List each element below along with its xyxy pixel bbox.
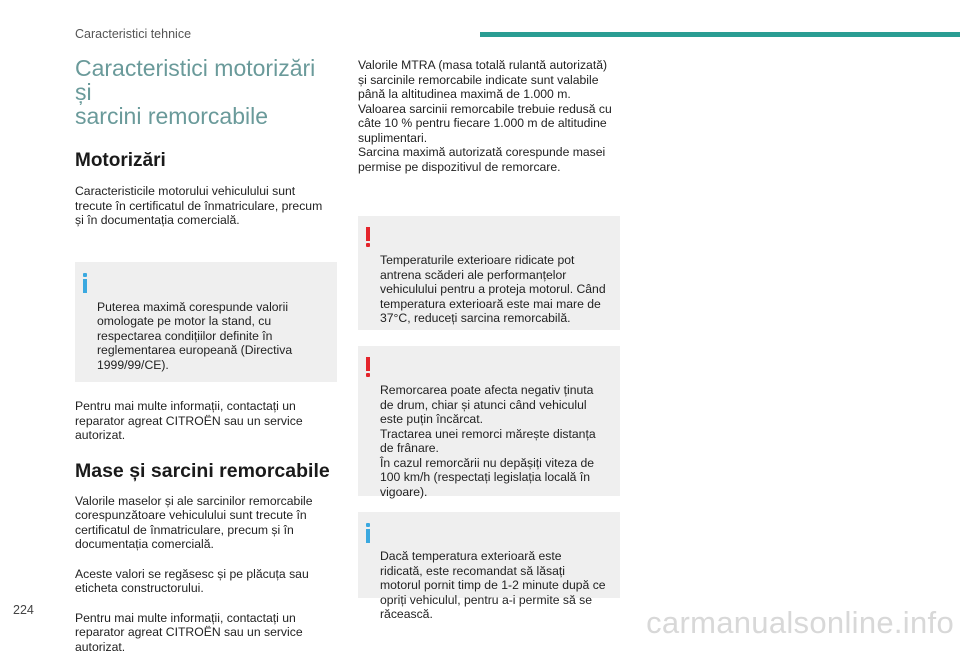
warning-note-towing-text: Remorcarea poate afecta negativ ținuta de drum, chiar și atunci când vehiculul este puțin încărcat. Tractarea unei remorci mărește distanța de frânare. În cazul remorcării nu depășiți viteza de 100 km/h (respectați legislația locală în vigoare). <box>380 383 596 499</box>
warning-note-temperature <box>358 216 620 330</box>
section-header: Caracteristici tehnice <box>75 27 191 41</box>
info-icon <box>82 273 90 293</box>
watermark: carmanualsonline.info <box>646 605 954 641</box>
info-note-cooling <box>358 512 620 598</box>
warning-note-towing <box>358 346 620 496</box>
mase-paragraph-2: Aceste valori se regăsesc și pe plăcuța sau eticheta constructorului. <box>75 567 337 596</box>
warning-icon <box>365 227 373 247</box>
info-note-power-text: Puterea maximă corespunde valorii omologate pe motor la stand, cu respectarea condițiilor definite în reglementarea europeană (Directiva 1999/99/CE). <box>97 300 292 372</box>
info-icon <box>365 523 373 543</box>
mase-paragraph-1: Valorile maselor și ale sarcinilor remorcabile corespunzătoare vehiculului sunt trecute în certificatul de înmatriculare, precum și în documentația comercială. <box>75 494 337 552</box>
header-accent-bar <box>480 32 960 37</box>
page-number: 224 <box>13 603 34 617</box>
motorizari-heading: Motorizări <box>75 150 337 172</box>
contact-paragraph-1: Pentru mai multe informații, contactați un reparator agreat CITROËN sau un service autorizat. <box>75 399 337 443</box>
info-note-power <box>75 262 337 383</box>
left-column <box>75 56 337 654</box>
page-title: Caracteristici motorizări și sarcini remorcabile <box>75 56 337 128</box>
mase-heading: Mase și sarcini remorcabile <box>75 460 337 482</box>
mtra-paragraph: Valorile MTRA (masa totală rulantă autorizată) și sarcinile remorcabile indicate sunt valabile până la altitudinea maximă de 1.000 m. Valoarea sarcinii remorcabile trebuie redusă cu câte 10 % pentru fiecare 1.000 m de altitudine suplimentari. Sarcina maximă autorizată corespunde masei permise pe dispozitivul de remorcare. <box>358 58 620 174</box>
right-column <box>358 58 620 598</box>
warning-note-temperature-text: Temperaturile exterioare ridicate pot antrena scăderi ale performanțelor vehiculului pentru a proteja motorul. Când temperatura exterioară este mai mare de 37°C, reduceți sarcina remorcabilă. <box>380 253 606 325</box>
warning-icon <box>365 357 373 377</box>
contact-paragraph-2: Pentru mai multe informații, contactați un reparator agreat CITROËN sau un service autorizat. <box>75 611 337 654</box>
motorizari-paragraph: Caracteristicile motorului vehiculului sunt trecute în certificatul de înmatriculare, precum și în documentația comercială. <box>75 184 337 228</box>
info-note-cooling-text: Dacă temperatura exterioară este ridicată, este recomandat să lăsați motorul pornit timp de 1-2 minute după ce opriți vehiculul, pentru a-i permite să se răcească. <box>380 549 606 621</box>
